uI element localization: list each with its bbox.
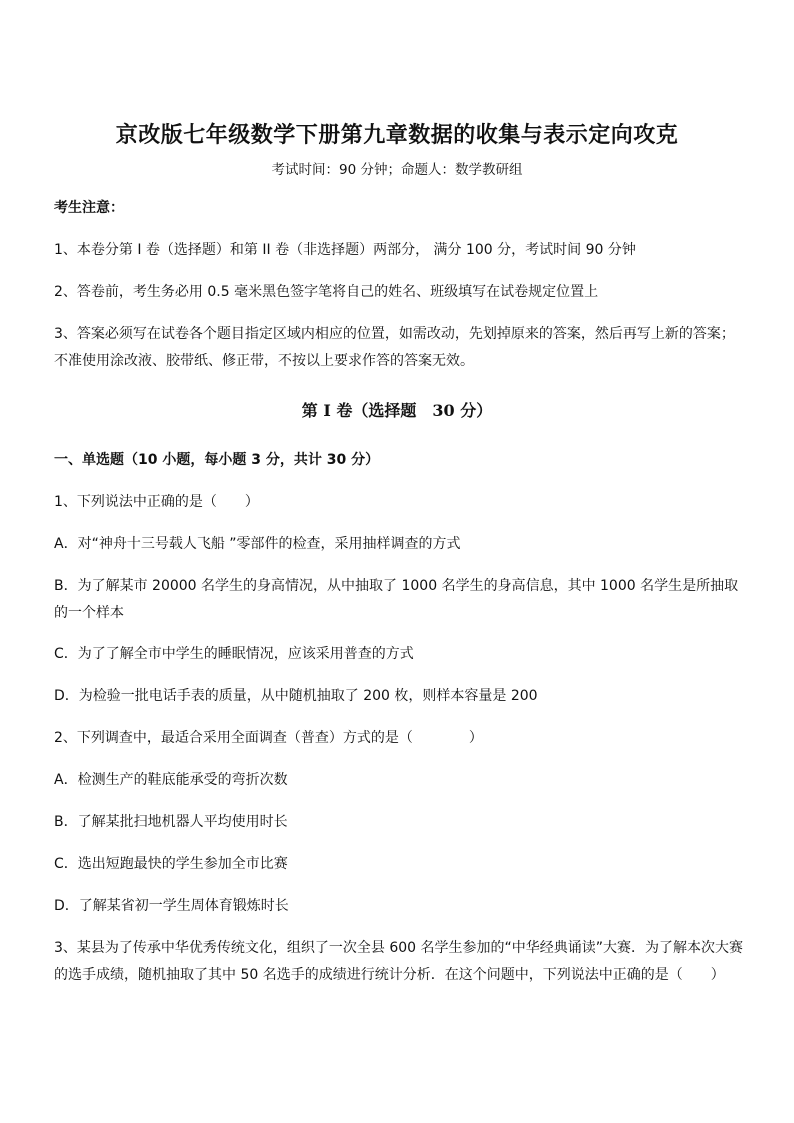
question-2-stem: 2、下列调查中，最适合采用全面调查（普查）方式的是（ ） [54,730,483,746]
question-1-option-d: D．为检验一批电话手表的质量，从中随机抽取了 200 枚，则样本容量是 200 [54,688,538,704]
exam-subtitle: 考试时间：90 分钟；命题人：数学教研组 [271,162,523,178]
question-1-option-b: B．为了解某市 20000 名学生的身高情况，从中抽取了 1000 名学生的身高信息，其中 1000 名学生是所抽取的一个样本 [54,578,739,621]
notice-item-1: 1、本卷分第 I 卷（选择题）和第 II 卷（非选择题）两部分， 满分 100 分，考试时间 90 分钟 [54,242,636,258]
question-2-option-b: B．了解某批扫地机器人平均使用时长 [54,814,288,830]
question-1-option-a: A．对“神舟十三号载人飞船 ”零部件的检查，采用抽样调查的方式 [54,536,461,552]
question-2-option-a: A．检测生产的鞋底能承受的弯折次数 [54,772,288,788]
section-title: 第 I 卷（选择题 30 分） [301,401,493,420]
exam-title: 京改版七年级数学下册第九章数据的收集与表示定向攻克 [115,122,679,148]
notice-item-3: 3、答案必须写在试卷各个题目指定区域内相应的位置，如需改动，先划掉原来的答案，然后再写上新的答案；不准使用涂改液、胶带纸、修正带，不按以上要求作答的答案无效。 [54,326,735,369]
part-heading: 一、单选题（10 小题，每小题 3 分，共计 30 分） [54,452,380,468]
question-1-stem: 1、下列说法中正确的是（ ） [54,494,259,510]
question-2-option-d: D．了解某省初一学生周体育锻炼时长 [54,898,289,914]
question-1-option-c: C．为了了解全市中学生的睡眠情况，应该采用普查的方式 [54,646,414,662]
question-3-stem: 3、某县为了传承中华优秀传统文化，组织了一次全县 600 名学生参加的“中华经典诵读”大赛．为了解本次大赛的选手成绩，随机抽取了其中 50 名选手的成绩进行统计分析．在这个问题中，下列说法中正确的是（ ） [54,940,744,983]
notice-item-2: 2、答卷前，考生务必用 0.5 毫米黑色签字笔将自己的姓名、班级填写在试卷规定位置上 [54,284,599,300]
question-2-option-c: C．选出短跑最快的学生参加全市比赛 [54,856,288,872]
notice-heading: 考生注意： [54,200,124,216]
